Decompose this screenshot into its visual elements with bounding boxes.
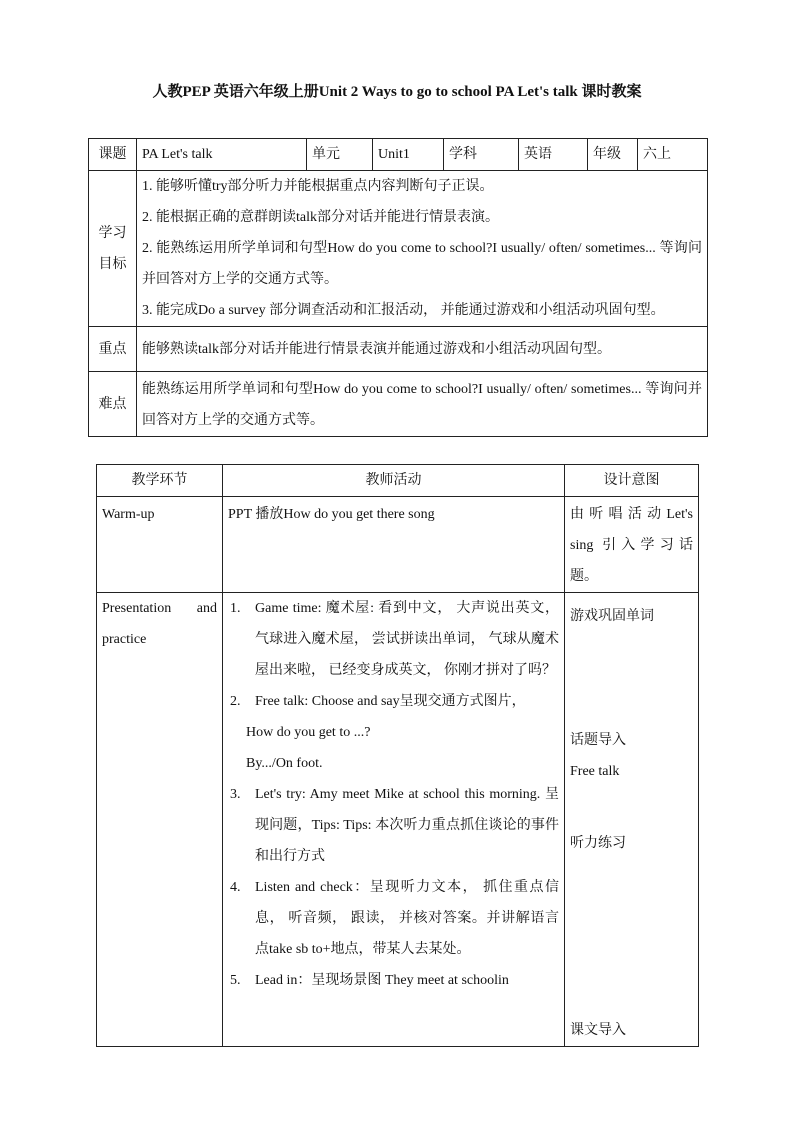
grade-value: 六上 <box>638 139 708 171</box>
goal-item: 3. 能完成Do a survey 部分调查活动和汇报活动， 并能通过游戏和小组活动巩固句型。 <box>142 303 665 318</box>
goals-content <box>137 171 708 327</box>
activity-text: Lead in：呈现场景图 They meet at schoolin <box>255 973 509 988</box>
info-row <box>89 139 708 171</box>
unit-value: Unit1 <box>373 139 444 171</box>
goals-label-line: 目标 <box>98 256 127 272</box>
activity-item <box>228 593 559 686</box>
intent-item: 游戏巩固单词 <box>570 609 654 624</box>
key-point-text: 能够熟读talk部分对话并能进行情景表演并能通过游戏和小组活动巩固句型。 <box>137 327 708 372</box>
activity-item <box>228 965 559 996</box>
warmup-intent: 由听唱活动Let's sing 引入学习话题。 <box>565 497 699 593</box>
topic-value: PA Let's talk <box>137 139 307 171</box>
difficulty-text: 能熟练运用所学单词和句型How do you come to school?I usually/ often/ sometimes... 等询问并回答对方上学的交通方式等。 <box>137 372 708 437</box>
goals-label <box>89 171 137 327</box>
presentation-row <box>97 593 699 1047</box>
activity-item <box>228 686 559 717</box>
presentation-activities <box>223 593 565 1047</box>
intent-item: 课文导入 <box>570 1023 626 1038</box>
process-header-row <box>97 465 699 497</box>
teaching-process-table <box>96 464 699 1047</box>
activity-text: Free talk: Choose and say呈现交通方式图片， <box>255 694 526 709</box>
key-point-row <box>89 327 708 372</box>
goals-row <box>89 171 708 327</box>
activity-number: 1. <box>230 601 241 616</box>
activity-number: 3. <box>230 787 241 802</box>
warmup-stage: Warm-up <box>97 497 223 593</box>
warmup-row <box>97 497 699 593</box>
activity-item <box>228 779 559 872</box>
goal-item: 1. 能够听懂try部分听力并能根据重点内容判断句子正误。 <box>142 179 494 194</box>
free-talk-line: How do you get to ...? <box>246 725 371 740</box>
stage-header: 教学环节 <box>97 465 223 497</box>
activity-number: 4. <box>230 880 241 895</box>
activity-text: Let's try: Amy meet Mike at school this morning. 呈现问题，Tips: Tips: 本次听力重点抓住谈论的事件和出行方式 <box>255 787 559 864</box>
activity-number: 2. <box>230 694 241 709</box>
intent-header: 设计意图 <box>565 465 699 497</box>
activity-text: Listen and check：呈现听力文本， 抓住重点信息， 听音频， 跟读， 并核对答案。并讲解语言点take sb to+地点，带某人去某处。 <box>255 880 559 957</box>
difficulty-label: 难点 <box>89 372 137 437</box>
grade-label: 年级 <box>588 139 638 171</box>
unit-label: 单元 <box>307 139 373 171</box>
goal-item: 2. 能根据正确的意群朗读talk部分对话并能进行情景表演。 <box>142 210 499 225</box>
activity-item <box>228 872 559 965</box>
free-talk-line: By.../On foot. <box>246 756 323 771</box>
key-point-label: 重点 <box>89 327 137 372</box>
subject-value: 英语 <box>519 139 588 171</box>
lesson-info-table <box>88 138 708 437</box>
difficulty-row <box>89 372 708 437</box>
activity-header: 教师活动 <box>223 465 565 497</box>
presentation-stage: Presentation and practice <box>97 593 223 1047</box>
intent-item: 话题导入 <box>570 733 626 748</box>
goals-label-line: 学习 <box>98 225 127 241</box>
presentation-intents <box>565 593 699 1047</box>
subject-label: 学科 <box>444 139 519 171</box>
intent-item: 听力练习 <box>570 836 626 851</box>
activity-text: Game time: 魔术屋: 看到中文， 大声说出英文， 气球进入魔术屋， 尝试拼读出单词， 气球从魔术屋出来啦， 已经变身成英文， 你刚才拼对了吗？ <box>255 601 559 678</box>
topic-label: 课题 <box>89 139 137 171</box>
goal-item: 2. 能熟练运用所学单词和句型How do you come to school?I usually/ often/ sometimes... 等询问并回答对方上学的交通方式等。 <box>142 241 702 287</box>
intent-item: Free talk <box>570 764 620 779</box>
warmup-activity: PPT 播放How do you get there song <box>223 497 565 593</box>
document-title: 人教PEP 英语六年级上册Unit 2 Ways to go to school PA Let's talk 课时教案 <box>152 84 642 100</box>
activity-number: 5. <box>230 973 241 988</box>
